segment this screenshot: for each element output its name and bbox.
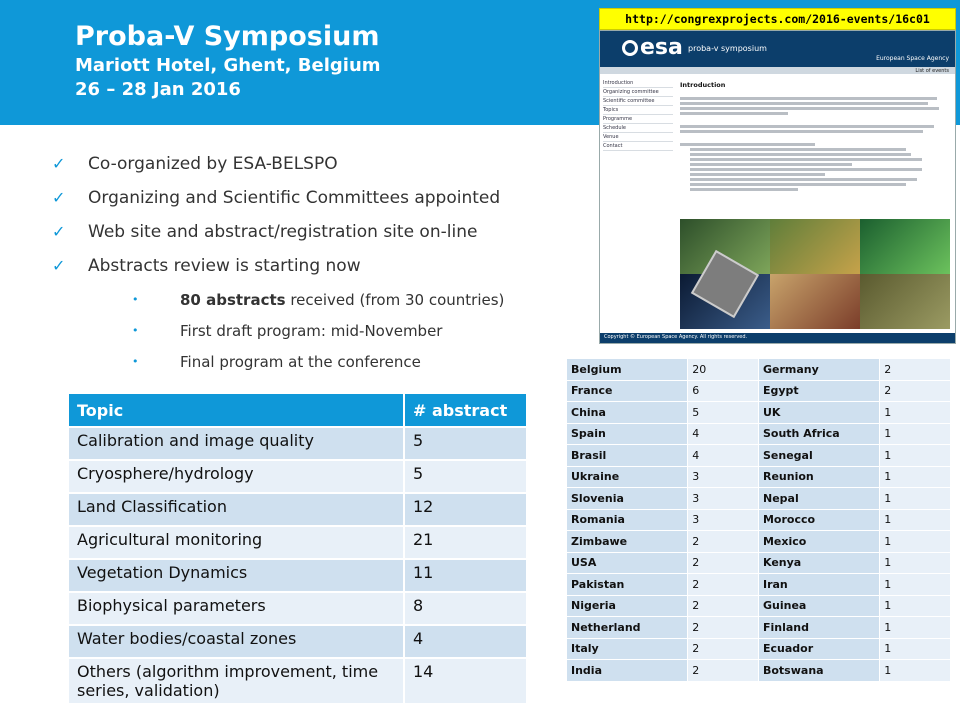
country-name: Reunion [758,466,879,488]
table-row [567,466,951,488]
topic-name: Others (algorithm improvement, time series, validation) [68,658,404,704]
bullet-item [52,252,592,286]
esa-logo-icon [622,40,638,56]
country-name: Brasil [567,445,688,467]
site-nav-item[interactable]: Programme [603,115,673,124]
topic-name: Biophysical parameters [68,592,404,625]
table-header-row [68,393,527,427]
bullet-text: Web site and abstract/registration site on-line [88,222,478,242]
table-row [68,592,527,625]
bullet-dot-icon: • [132,293,139,306]
site-heading: Introduction [680,81,726,89]
table-row [567,617,951,639]
abstract-count: 11 [404,559,527,592]
abstract-count: 14 [404,658,527,704]
text-line [690,178,917,181]
abstract-count: 5 [404,460,527,493]
site-name: proba-v symposium [688,44,767,53]
country-count: 6 [688,380,759,402]
country-count: 1 [880,660,951,682]
topic-name: Vegetation Dynamics [68,559,404,592]
country-name: China [567,402,688,424]
topic-name: Agricultural monitoring [68,526,404,559]
table-row [567,359,951,381]
site-copyright: Copyright © European Space Agency. All rights reserved. [604,334,748,340]
abstract-count: 8 [404,592,527,625]
text-line [680,130,923,133]
text-line [680,97,937,100]
abstract-count: 12 [404,493,527,526]
country-count: 3 [688,488,759,510]
country-count: 4 [688,445,759,467]
sub-bullet-item [52,286,592,317]
country-count: 1 [880,552,951,574]
table-row [567,402,951,424]
text-line [690,183,906,186]
country-count: 1 [880,402,951,424]
country-name: Germany [758,359,879,381]
country-count: 2 [688,617,759,639]
text-line [680,143,815,146]
table-row [68,526,527,559]
country-count: 5 [688,402,759,424]
text-line [690,188,798,191]
satellite-image [770,274,860,329]
topic-name: Cryosphere/hydrology [68,460,404,493]
text-line [690,153,911,156]
topic-name: Calibration and image quality [68,427,404,460]
venue-subtitle: Mariott Hotel, Ghent, Belgium [75,55,381,76]
table-row [68,460,527,493]
country-count: 3 [688,509,759,531]
table-row [567,509,951,531]
esa-logo: esa [622,35,683,60]
text-line [690,168,922,171]
country-count: 1 [880,574,951,596]
url-label[interactable]: http://congrexprojects.com/2016-events/16c01 [599,8,956,30]
site-footer [600,333,955,343]
country-name: Iran [758,574,879,596]
status-bullets [52,150,592,379]
table-row [567,445,951,467]
check-icon: ✓ [52,188,66,207]
bullet-text: Co-organized by ESA-BELSPO [88,154,338,174]
country-count: 1 [880,531,951,553]
table-row [68,658,527,704]
text-line [680,102,928,105]
table-row [68,625,527,658]
country-count: 2 [688,595,759,617]
bullet-dot-icon: • [132,324,139,337]
site-banner [600,31,955,67]
country-name: Italy [567,638,688,660]
sub-bullet-text: Final program at the conference [180,353,421,371]
check-icon: ✓ [52,222,66,241]
country-count: 1 [880,509,951,531]
table-row [567,638,951,660]
bullet-item [52,150,592,184]
country-name: Slovenia [567,488,688,510]
site-nav [603,79,673,151]
table-row [567,574,951,596]
country-name: UK [758,402,879,424]
table-row [68,493,527,526]
country-count: 3 [688,466,759,488]
country-count: 2 [688,574,759,596]
country-count: 2 [688,638,759,660]
text-line [690,173,825,176]
country-name: India [567,660,688,682]
country-name: Morocco [758,509,879,531]
country-name: Ecuador [758,638,879,660]
bullet-text: Organizing and Scientific Committees appointed [88,188,501,208]
country-name: Egypt [758,380,879,402]
bullet-item [52,184,592,218]
country-name: Zimbawe [567,531,688,553]
check-icon: ✓ [52,256,66,275]
abstract-count: 5 [404,427,527,460]
country-name: Netherland [567,617,688,639]
sub-bullet-item [52,348,592,379]
satellite-image [770,219,860,274]
country-name: Kenya [758,552,879,574]
table-row [68,427,527,460]
site-nav-item[interactable]: Scientific committee [603,97,673,106]
satellite-image [860,274,950,329]
topic-name: Water bodies/coastal zones [68,625,404,658]
country-name: Belgium [567,359,688,381]
sub-bullet-text: First draft program: mid-November [180,322,443,340]
country-count: 4 [688,423,759,445]
bullet-text: Abstracts review is starting now [88,256,361,276]
country-table [566,358,951,682]
column-header-topic: Topic [68,393,404,427]
text-line [680,112,788,115]
table-row [567,531,951,553]
country-name: Nepal [758,488,879,510]
sub-bullet-text: received (from 30 countries) [285,291,505,309]
site-nav-item[interactable]: Topics [603,106,673,115]
table-row [567,552,951,574]
country-count: 1 [880,445,951,467]
sub-bullet-item [52,317,592,348]
country-count: 2 [880,380,951,402]
country-name: Finland [758,617,879,639]
site-nav-item[interactable]: Contact [603,142,673,151]
title-block [75,20,381,102]
country-count: 2 [880,359,951,381]
site-nav-item[interactable]: Schedule [603,124,673,133]
site-nav-item[interactable]: Venue [603,133,673,142]
country-count: 20 [688,359,759,381]
site-content [680,81,950,193]
country-count: 2 [688,660,759,682]
country-name: Romania [567,509,688,531]
country-count: 1 [880,595,951,617]
country-name: USA [567,552,688,574]
country-count: 1 [880,638,951,660]
country-name: Nigeria [567,595,688,617]
country-count: 1 [880,423,951,445]
abstract-count: 21 [404,526,527,559]
table-row [68,559,527,592]
text-line [690,163,852,166]
page-title: Proba-V Symposium [75,21,380,52]
date-subtitle: 26 – 28 Jan 2016 [75,79,241,100]
column-header-abstracts: # abstract [404,393,527,427]
table-row [567,660,951,682]
bullet-item [52,218,592,252]
site-events-link[interactable]: List of events [915,68,949,74]
site-nav-item[interactable]: Introduction [603,79,673,88]
table-row [567,595,951,617]
site-nav-item[interactable]: Organizing committee [603,88,673,97]
country-name: Botswana [758,660,879,682]
topic-name: Land Classification [68,493,404,526]
country-name: France [567,380,688,402]
abstract-count: 80 abstracts [180,291,286,309]
country-count: 2 [688,531,759,553]
topic-table [67,392,528,705]
table-row [567,488,951,510]
country-name: Mexico [758,531,879,553]
site-image-collage [680,219,950,329]
country-count: 1 [880,466,951,488]
site-agency: European Space Agency [876,55,949,62]
text-line [690,158,922,161]
country-name: South Africa [758,423,879,445]
bullet-dot-icon: • [132,355,139,368]
check-icon: ✓ [52,154,66,173]
table-row [567,380,951,402]
satellite-image [860,219,950,274]
website-screenshot [599,30,956,344]
site-bar [600,67,955,74]
text-line [680,107,939,110]
text-line [680,125,934,128]
country-name: Guinea [758,595,879,617]
country-name: Senegal [758,445,879,467]
country-name: Ukraine [567,466,688,488]
abstract-count: 4 [404,625,527,658]
country-count: 2 [688,552,759,574]
table-row [567,423,951,445]
text-line [690,148,906,151]
country-count: 1 [880,617,951,639]
country-count: 1 [880,488,951,510]
country-name: Pakistan [567,574,688,596]
country-name: Spain [567,423,688,445]
